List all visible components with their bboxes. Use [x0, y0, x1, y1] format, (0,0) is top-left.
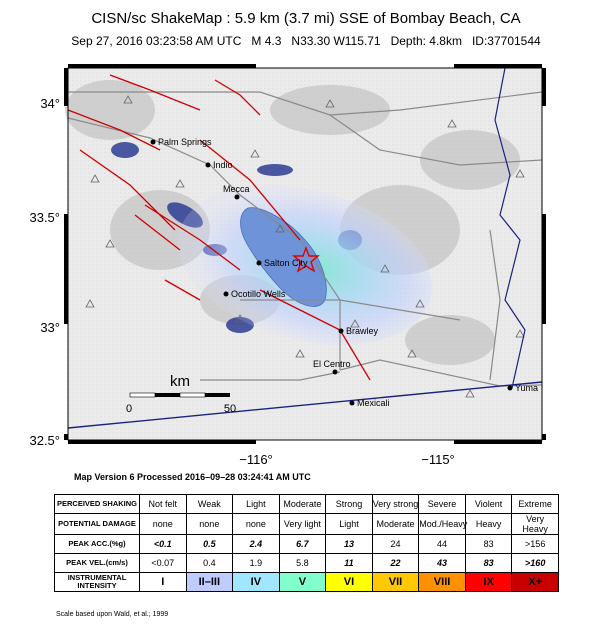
legend-cell: Mod./Heavy [419, 514, 466, 535]
legend-row-label: PERCEIVED SHAKING [55, 495, 140, 514]
scale-bar-unit: km [170, 373, 190, 390]
lat-label: 32.5° [29, 433, 60, 448]
lon-label: −116° [239, 452, 273, 467]
legend-cell: 0.5 [186, 535, 233, 554]
legend-cell: Violent [465, 495, 512, 514]
legend-cell: 44 [419, 535, 466, 554]
intensity-cell: II–III [186, 573, 233, 592]
intensity-cell: VIII [419, 573, 466, 592]
intensity-legend [54, 494, 559, 592]
city-label: Brawley [346, 326, 379, 336]
legend-cell: 43 [419, 554, 466, 573]
legend-cell: Moderate [279, 495, 326, 514]
city-marker [333, 370, 338, 375]
intensity-cell: IV [233, 573, 280, 592]
map-title: CISN/sc ShakeMap : 5.9 km (3.7 mi) SSE of Bombay Beach, CA [91, 10, 521, 27]
city-label: Salton City [264, 258, 308, 268]
legend-cell: 6.7 [279, 535, 326, 554]
legend-cell: >160 [512, 554, 559, 573]
legend-row-label: POTENTIAL DAMAGE [55, 514, 140, 535]
legend-cell: 2.4 [233, 535, 280, 554]
city-label: Yuma [515, 383, 539, 393]
legend-cell: Very light [279, 514, 326, 535]
legend-cell: Light [233, 495, 280, 514]
legend-cell: Very strong [372, 495, 419, 514]
intensity-cell: VI [326, 573, 373, 592]
city-label: Mexicali [357, 398, 390, 408]
map-version: Map Version 6 Processed 2016–09–28 03:24:41 AM UTC [74, 472, 311, 482]
legend-cell: Weak [186, 495, 233, 514]
intensity-cell: V [279, 573, 326, 592]
lat-label: 33° [40, 320, 60, 335]
legend-row-label: PEAK VEL.(cm/s) [55, 554, 140, 573]
city-label: Palm Springs [158, 137, 212, 147]
scale-note: Scale based upon Wald, et al.; 1999 [56, 611, 169, 618]
legend-cell: Very Heavy [512, 514, 559, 535]
intensity-cell: VII [372, 573, 419, 592]
event-info: Sep 27, 2016 03:23:58 AM UTC M 4.3 N33.30 W115.71 Depth: 4.8km ID:37701544 [71, 34, 541, 48]
city-marker [151, 140, 156, 145]
city-marker [257, 261, 262, 266]
city-marker [339, 329, 344, 334]
legend-cell: 22 [372, 554, 419, 573]
legend-cell: Extreme [512, 495, 559, 514]
legend-cell: 13 [326, 535, 373, 554]
city-marker [350, 401, 355, 406]
legend-cell: 0.4 [186, 554, 233, 573]
legend-cell: Not felt [140, 495, 187, 514]
lon-label: −115° [421, 452, 455, 467]
legend-cell: Severe [419, 495, 466, 514]
scale-bar-end: 50 [223, 403, 237, 415]
legend-cell: none [233, 514, 280, 535]
legend-cell: none [186, 514, 233, 535]
legend-cell: >156 [512, 535, 559, 554]
city-label: Mecca [223, 184, 250, 194]
city-label: El Centro [313, 359, 351, 369]
city-label: Indio [213, 160, 233, 170]
scale-bar [130, 393, 230, 397]
legend-cell: 83 [465, 554, 512, 573]
city-marker [224, 292, 229, 297]
intensity-cell: I [140, 573, 187, 592]
legend-cell: 11 [326, 554, 373, 573]
legend-cell: <0.07 [140, 554, 187, 573]
legend-row-label: PEAK ACC.(%g) [55, 535, 140, 554]
legend-cell: Light [326, 514, 373, 535]
legend-cell: Heavy [465, 514, 512, 535]
legend-cell: 1.9 [233, 554, 280, 573]
legend-cell: none [140, 514, 187, 535]
city-marker [235, 195, 240, 200]
legend-cell: Moderate [372, 514, 419, 535]
scale-bar-start: 0 [125, 403, 133, 415]
lat-label: 34° [40, 96, 60, 111]
legend-cell: 5.8 [279, 554, 326, 573]
city-marker [206, 163, 211, 168]
legend-cell: Strong [326, 495, 373, 514]
legend-cell: 24 [372, 535, 419, 554]
intensity-cell: X+ [512, 573, 559, 592]
legend-cell: <0.1 [140, 535, 187, 554]
intensity-cell: IX [465, 573, 512, 592]
legend-cell: 83 [465, 535, 512, 554]
city-label: Ocotillo Wells [231, 289, 286, 299]
city-marker [508, 386, 513, 391]
legend-row-label: INSTRUMENTAL INTENSITY [55, 573, 140, 592]
lat-label: 33.5° [29, 210, 60, 225]
